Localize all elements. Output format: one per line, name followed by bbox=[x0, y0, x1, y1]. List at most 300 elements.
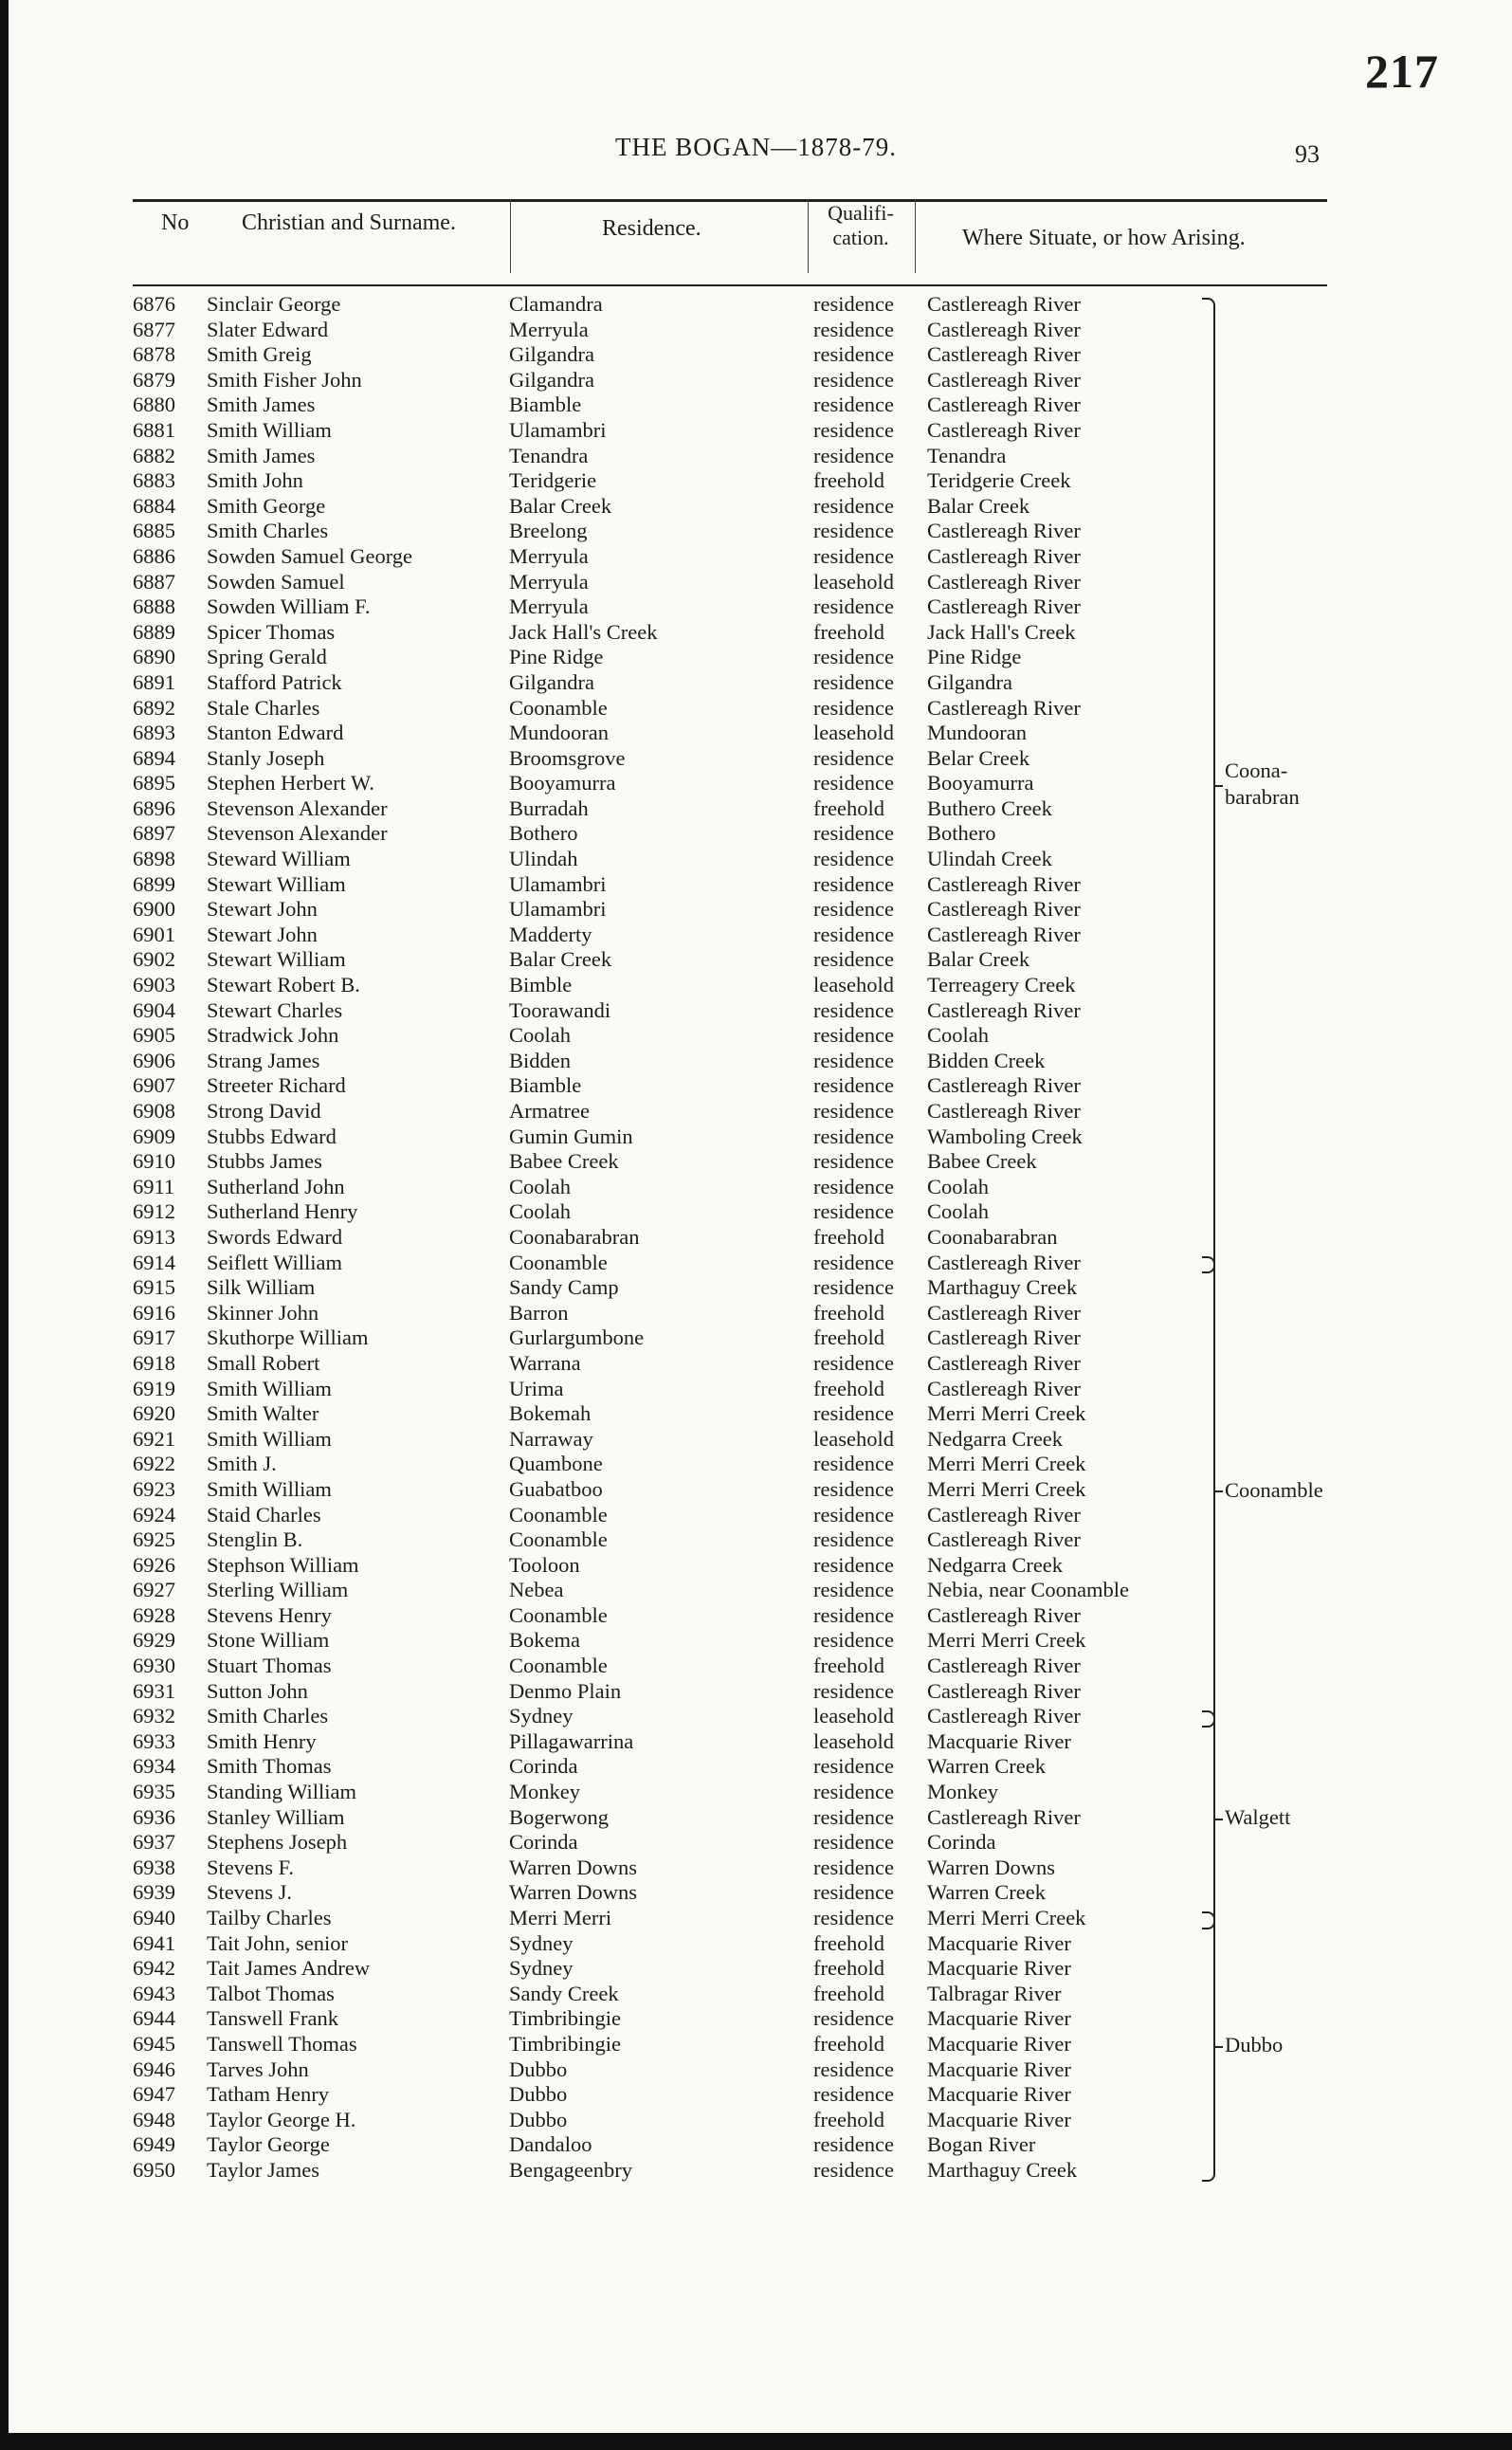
table-row bbox=[0, 2057, 1512, 2083]
qualification: leasehold bbox=[813, 1728, 894, 1753]
voter-name: Sutherland John bbox=[207, 1174, 345, 1198]
voter-name: Stradwick John bbox=[207, 1023, 339, 1048]
roll-number: 6946 bbox=[133, 2057, 175, 2081]
voter-name: Stephen Herbert W. bbox=[207, 771, 374, 795]
where-situate: Merri Merri Creek bbox=[927, 1401, 1086, 1426]
roll-number: 6937 bbox=[133, 1830, 175, 1855]
roll-number: 6934 bbox=[133, 1754, 175, 1779]
folio-stamp-number: 217 bbox=[1365, 45, 1439, 98]
voter-name: Tait James Andrew bbox=[207, 1956, 371, 1981]
page-number: 93 bbox=[1295, 140, 1320, 168]
voter-name: Sowden Samuel George bbox=[207, 543, 413, 568]
table-row bbox=[0, 2108, 1512, 2133]
district-label-line1: Coona- bbox=[1225, 758, 1288, 782]
residence: Coonamble bbox=[509, 695, 608, 720]
where-situate: Marthaguy Creek bbox=[927, 2157, 1078, 2182]
roll-number: 6918 bbox=[133, 1350, 175, 1375]
roll-number: 6882 bbox=[133, 443, 175, 467]
voter-name: Taylor George H. bbox=[207, 2107, 356, 2131]
where-situate: Macquarie River bbox=[927, 1930, 1071, 1955]
qualification: freehold bbox=[813, 1300, 884, 1325]
roll-number: 6930 bbox=[133, 1654, 175, 1678]
where-situate: Coonabarabran bbox=[927, 1224, 1058, 1249]
where-situate: Castlereagh River bbox=[927, 1099, 1081, 1123]
table-row bbox=[0, 444, 1512, 469]
roll-number: 6909 bbox=[133, 1124, 175, 1148]
qualification: residence bbox=[813, 1678, 894, 1703]
residence: Pine Ridge bbox=[509, 645, 604, 669]
residence: Bimble bbox=[509, 973, 573, 997]
where-situate: Babee Creek bbox=[927, 1149, 1037, 1174]
roll-number: 6910 bbox=[133, 1149, 175, 1174]
table-row bbox=[0, 1578, 1512, 1603]
table-row bbox=[0, 1175, 1512, 1200]
qualification: residence bbox=[813, 695, 894, 720]
header-bottom-rule bbox=[133, 284, 1327, 286]
column-header-residence: Residence. bbox=[602, 216, 701, 241]
residence: Bokema bbox=[509, 1628, 580, 1653]
residence: Biamble bbox=[509, 1073, 582, 1098]
roll-number: 6901 bbox=[133, 922, 175, 946]
voter-name: Stewart Charles bbox=[207, 997, 343, 1022]
roll-number: 6929 bbox=[133, 1628, 175, 1653]
voter-name: Skuthorpe William bbox=[207, 1326, 369, 1350]
roll-number: 6931 bbox=[133, 1678, 175, 1703]
residence: Dandaloo bbox=[509, 2132, 592, 2157]
qualification: residence bbox=[813, 1552, 894, 1577]
where-situate: Macquarie River bbox=[927, 2082, 1071, 2107]
voter-name: Spicer Thomas bbox=[207, 619, 336, 644]
qualification: residence bbox=[813, 367, 894, 392]
table-row bbox=[0, 1503, 1512, 1528]
table-row bbox=[0, 620, 1512, 646]
voter-name: Tatham Henry bbox=[207, 2082, 330, 2107]
roll-number: 6925 bbox=[133, 1527, 175, 1552]
voter-name: Swords Edward bbox=[207, 1224, 343, 1249]
voter-name: Stephson William bbox=[207, 1552, 359, 1577]
voter-name: Smith William bbox=[207, 1476, 332, 1501]
qualification: residence bbox=[813, 1804, 894, 1829]
where-situate: Nedgarra Creek bbox=[927, 1552, 1064, 1577]
where-situate: Castlereagh River bbox=[927, 1654, 1081, 1678]
where-situate: Balar Creek bbox=[927, 493, 1030, 518]
where-situate: Castlereagh River bbox=[927, 543, 1081, 568]
table-row bbox=[0, 923, 1512, 948]
where-situate: Castlereagh River bbox=[927, 922, 1081, 946]
residence: Coolah bbox=[509, 1023, 571, 1048]
residence: Armatree bbox=[509, 1099, 590, 1123]
residence: Barron bbox=[509, 1300, 569, 1325]
where-situate: Nedgarra Creek bbox=[927, 1426, 1064, 1451]
roll-number: 6936 bbox=[133, 1804, 175, 1829]
residence: Coolah bbox=[509, 1174, 571, 1198]
voter-name: Sinclair George bbox=[207, 292, 341, 316]
qualification: residence bbox=[813, 821, 894, 846]
table-row bbox=[0, 872, 1512, 898]
qualification: residence bbox=[813, 1628, 894, 1653]
where-situate: Macquarie River bbox=[927, 2031, 1071, 2056]
district-label bbox=[1225, 1804, 1290, 1831]
where-situate: Macquarie River bbox=[927, 2006, 1071, 2031]
table-row bbox=[0, 670, 1512, 696]
qualification: residence bbox=[813, 1906, 894, 1929]
table-row bbox=[0, 2132, 1512, 2158]
roll-number: 6933 bbox=[133, 1728, 175, 1753]
qualification: residence bbox=[813, 1754, 894, 1779]
table-row bbox=[0, 292, 1512, 318]
roll-number: 6945 bbox=[133, 2031, 175, 2056]
qualification: freehold bbox=[813, 1981, 884, 2005]
district-label-line2: barabran bbox=[1225, 784, 1300, 809]
residence: Babee Creek bbox=[509, 1149, 619, 1174]
qualification: leasehold bbox=[813, 721, 894, 745]
roll-number: 6928 bbox=[133, 1602, 175, 1627]
residence: Balar Creek bbox=[509, 947, 612, 972]
roll-number: 6935 bbox=[133, 1780, 175, 1804]
residence: Tenandra bbox=[509, 443, 589, 467]
voter-name: Smith Fisher John bbox=[207, 367, 362, 392]
district-label bbox=[1225, 2032, 1283, 2058]
voter-name: Stanly Joseph bbox=[207, 745, 325, 770]
roll-number: 6883 bbox=[133, 468, 175, 493]
district-label bbox=[1225, 1477, 1323, 1504]
where-situate: Mundooran bbox=[927, 721, 1027, 745]
where-situate: Castlereagh River bbox=[927, 1527, 1081, 1552]
voter-name: Stuart Thomas bbox=[207, 1654, 332, 1678]
residence: Narraway bbox=[509, 1426, 593, 1451]
table-row bbox=[0, 393, 1512, 418]
district-label-line1: Dubbo bbox=[1225, 2032, 1284, 2057]
table-row bbox=[0, 1326, 1512, 1351]
table-row bbox=[0, 2082, 1512, 2108]
qualification: residence bbox=[813, 1275, 894, 1300]
qualification: residence bbox=[813, 1855, 894, 1879]
residence: Jack Hall's Creek bbox=[509, 619, 658, 644]
qualification: residence bbox=[813, 1124, 894, 1148]
qualification: freehold bbox=[813, 619, 884, 644]
roll-number: 6903 bbox=[133, 973, 175, 997]
voter-name: Stubbs James bbox=[207, 1149, 322, 1174]
qualification: residence bbox=[813, 342, 894, 367]
residence: Sydney bbox=[509, 1704, 574, 1728]
column-header-where: Where Situate, or how Arising. bbox=[962, 226, 1246, 250]
qualification: residence bbox=[813, 669, 894, 694]
residence: Ulindah bbox=[509, 847, 578, 871]
where-situate: Merri Merri Creek bbox=[927, 1452, 1086, 1476]
page-title: THE BOGAN—1878-79. bbox=[615, 133, 897, 161]
where-situate: Coolah bbox=[927, 1023, 989, 1048]
residence: Bidden bbox=[509, 1048, 571, 1072]
roll-number: 6880 bbox=[133, 393, 175, 417]
roll-number: 6943 bbox=[133, 1981, 175, 2005]
where-situate: Castlereagh River bbox=[927, 342, 1081, 367]
table-row bbox=[0, 721, 1512, 746]
roll-number: 6944 bbox=[133, 2006, 175, 2031]
district-label-line1: Coonamble bbox=[1225, 1477, 1323, 1502]
residence: Sydney bbox=[509, 1930, 574, 1955]
roll-number: 6885 bbox=[133, 519, 175, 543]
where-situate: Castlereagh River bbox=[927, 292, 1081, 316]
voter-name: Stevens J. bbox=[207, 1880, 292, 1905]
voter-name: Sterling William bbox=[207, 1578, 349, 1602]
qualification: residence bbox=[813, 897, 894, 922]
table-row bbox=[0, 821, 1512, 847]
table-row bbox=[0, 1956, 1512, 1982]
qualification: leasehold bbox=[813, 1426, 894, 1451]
qualification: freehold bbox=[813, 1956, 884, 1981]
roll-number: 6877 bbox=[133, 317, 175, 341]
voter-name: Taylor George bbox=[207, 2132, 330, 2157]
qualification: freehold bbox=[813, 1654, 884, 1678]
roll-number: 6919 bbox=[133, 1376, 175, 1400]
table-row bbox=[0, 1754, 1512, 1780]
table-row bbox=[0, 1553, 1512, 1579]
residence: Coonamble bbox=[509, 1602, 608, 1627]
qualification: freehold bbox=[813, 468, 884, 493]
table-row bbox=[0, 1275, 1512, 1301]
residence: Denmo Plain bbox=[509, 1678, 622, 1703]
residence: Coonamble bbox=[509, 1527, 608, 1552]
qualification: residence bbox=[813, 493, 894, 518]
residence: Monkey bbox=[509, 1780, 580, 1804]
table-row bbox=[0, 947, 1512, 973]
voter-name: Smith William bbox=[207, 1426, 332, 1451]
qualification: residence bbox=[813, 1452, 894, 1476]
scan-bottom-border bbox=[0, 2433, 1512, 2450]
table-row bbox=[0, 847, 1512, 872]
qualification: residence bbox=[813, 543, 894, 568]
table-row bbox=[0, 594, 1512, 620]
residence: Timbribingie bbox=[509, 2006, 621, 2031]
table-row bbox=[0, 468, 1512, 494]
column-header-qualification-line2: cation. bbox=[832, 226, 889, 249]
residence: Merryula bbox=[509, 594, 589, 619]
voter-name: Streeter Richard bbox=[207, 1073, 346, 1098]
where-situate: Talbragar River bbox=[927, 1981, 1062, 2005]
voter-name: Tanswell Frank bbox=[207, 2006, 339, 2031]
where-situate: Balar Creek bbox=[927, 947, 1030, 972]
district-label-line1: Walgett bbox=[1225, 1805, 1291, 1830]
table-row bbox=[0, 2158, 1512, 2184]
table-row bbox=[0, 1527, 1512, 1553]
voter-name: Sutherland Henry bbox=[207, 1199, 358, 1224]
where-situate: Castlereagh River bbox=[927, 1704, 1081, 1728]
table-row bbox=[0, 1301, 1512, 1326]
voter-name: Smith J. bbox=[207, 1452, 277, 1476]
roll-number: 6916 bbox=[133, 1300, 175, 1325]
where-situate: Tenandra bbox=[927, 443, 1007, 467]
residence: Sandy Creek bbox=[509, 1981, 619, 2005]
where-situate: Castlereagh River bbox=[927, 519, 1081, 543]
voter-name: Stenglin B. bbox=[207, 1527, 303, 1552]
roll-number: 6923 bbox=[133, 1476, 175, 1501]
qualification: residence bbox=[813, 922, 894, 946]
table-row bbox=[0, 1780, 1512, 1805]
district-label bbox=[1225, 758, 1300, 811]
residence: Breelong bbox=[509, 519, 588, 543]
roll-number: 6881 bbox=[133, 417, 175, 442]
roll-number: 6938 bbox=[133, 1855, 175, 1879]
where-situate: Castlereagh River bbox=[927, 1502, 1081, 1527]
voter-name: Smith George bbox=[207, 493, 326, 518]
qualification: residence bbox=[813, 1048, 894, 1072]
where-situate: Castlereagh River bbox=[927, 695, 1081, 720]
voter-name: Stevenson Alexander bbox=[207, 795, 388, 820]
residence: Toorawandi bbox=[509, 997, 611, 1022]
table-row bbox=[0, 1906, 1512, 1931]
roll-number: 6906 bbox=[133, 1048, 175, 1072]
residence: Corinda bbox=[509, 1754, 578, 1779]
roll-number: 6876 bbox=[133, 292, 175, 316]
voter-name: Stafford Patrick bbox=[207, 669, 342, 694]
where-situate: Macquarie River bbox=[927, 1728, 1071, 1753]
where-situate: Castlereagh River bbox=[927, 367, 1081, 392]
where-situate: Bidden Creek bbox=[927, 1048, 1046, 1072]
table-row bbox=[0, 1880, 1512, 1906]
voter-name: Smith Henry bbox=[207, 1728, 317, 1753]
voter-name: Steward William bbox=[207, 847, 351, 871]
residence: Teridgerie bbox=[509, 468, 597, 493]
voter-name: Stephens Joseph bbox=[207, 1830, 348, 1855]
residence: Merryula bbox=[509, 317, 589, 341]
voter-name: Standing William bbox=[207, 1780, 357, 1804]
qualification: residence bbox=[813, 1780, 894, 1804]
voter-name: Tait John, senior bbox=[207, 1930, 349, 1955]
residence: Dubbo bbox=[509, 2057, 568, 2081]
voter-name: Stewart John bbox=[207, 922, 318, 946]
roll-number: 6939 bbox=[133, 1880, 175, 1905]
table-row bbox=[0, 1452, 1512, 1477]
voter-name: Taylor James bbox=[207, 2157, 320, 2182]
voter-name: Sowden William F. bbox=[207, 594, 371, 619]
where-situate: Castlereagh River bbox=[927, 1073, 1081, 1098]
residence: Gilgandra bbox=[509, 669, 594, 694]
voter-name: Smith James bbox=[207, 443, 316, 467]
district-bracket bbox=[1202, 1911, 1215, 2182]
residence: Booyamurra bbox=[509, 771, 616, 795]
residence: Warrana bbox=[509, 1350, 581, 1375]
residence: Warren Downs bbox=[509, 1880, 638, 1905]
qualification: residence bbox=[813, 645, 894, 669]
table-row bbox=[0, 544, 1512, 570]
voter-name: Smith John bbox=[207, 468, 303, 493]
residence: Biamble bbox=[509, 393, 582, 417]
table-row bbox=[0, 1729, 1512, 1755]
qualification: residence bbox=[813, 1476, 894, 1501]
voter-name: Stale Charles bbox=[207, 695, 320, 720]
qualification: residence bbox=[813, 2006, 894, 2031]
residence: Coonamble bbox=[509, 1502, 608, 1527]
roll-number: 6896 bbox=[133, 795, 175, 820]
roll-number: 6886 bbox=[133, 543, 175, 568]
where-situate: Merri Merri Creek bbox=[927, 1906, 1086, 1929]
table-row bbox=[0, 1225, 1512, 1251]
where-situate: Nebia, near Coonamble bbox=[927, 1578, 1130, 1602]
residence: Bogerwong bbox=[509, 1804, 609, 1829]
where-situate: Ulindah Creek bbox=[927, 847, 1052, 871]
voter-name: Smith Thomas bbox=[207, 1754, 332, 1779]
voter-name: Talbot Thomas bbox=[207, 1981, 335, 2005]
where-situate: Monkey bbox=[927, 1780, 998, 1804]
residence: Gumin Gumin bbox=[509, 1124, 633, 1148]
residence: Clamandra bbox=[509, 292, 603, 316]
where-situate: Castlereagh River bbox=[927, 1250, 1081, 1274]
roll-number: 6890 bbox=[133, 645, 175, 669]
column-separator bbox=[915, 199, 916, 273]
roll-number: 6898 bbox=[133, 847, 175, 871]
where-situate: Terreagery Creek bbox=[927, 973, 1076, 997]
residence: Gurlargumbone bbox=[509, 1326, 645, 1350]
where-situate: Belar Creek bbox=[927, 745, 1030, 770]
table-row bbox=[0, 696, 1512, 722]
qualification: residence bbox=[813, 1602, 894, 1627]
roll-number: 6927 bbox=[133, 1578, 175, 1602]
where-situate: Warren Downs bbox=[927, 1855, 1056, 1879]
residence: Gilgandra bbox=[509, 367, 594, 392]
column-header-qualification bbox=[823, 201, 899, 250]
residence: Coonamble bbox=[509, 1250, 608, 1274]
residence: Bengageenbry bbox=[509, 2157, 632, 2182]
residence: Balar Creek bbox=[509, 493, 612, 518]
roll-number: 6924 bbox=[133, 1502, 175, 1527]
qualification: freehold bbox=[813, 1326, 884, 1350]
column-header-qualification-line1: Qualifi- bbox=[828, 201, 894, 225]
roll-number: 6887 bbox=[133, 569, 175, 594]
table-row bbox=[0, 1830, 1512, 1856]
roll-number: 6914 bbox=[133, 1250, 175, 1274]
residence: Guabatboo bbox=[509, 1476, 603, 1501]
where-situate: Corinda bbox=[927, 1830, 996, 1855]
table-row bbox=[0, 1199, 1512, 1225]
roll-number: 6907 bbox=[133, 1073, 175, 1098]
table-row bbox=[0, 1023, 1512, 1049]
roll-number: 6949 bbox=[133, 2132, 175, 2157]
table-row bbox=[0, 2032, 1512, 2057]
residence: Coolah bbox=[509, 1199, 571, 1224]
residence: Sydney bbox=[509, 1956, 574, 1981]
column-separator bbox=[808, 199, 809, 273]
roll-number: 6920 bbox=[133, 1401, 175, 1426]
table-row bbox=[0, 1124, 1512, 1150]
qualification: residence bbox=[813, 1199, 894, 1224]
residence: Sandy Camp bbox=[509, 1275, 619, 1300]
voter-name: Stewart William bbox=[207, 947, 346, 972]
where-situate: Castlereagh River bbox=[927, 594, 1081, 619]
roll-number: 6911 bbox=[133, 1174, 175, 1198]
voter-name: Tarves John bbox=[207, 2057, 309, 2081]
residence: Bokemah bbox=[509, 1401, 592, 1426]
voter-name: Smith Charles bbox=[207, 519, 329, 543]
roll-number: 6897 bbox=[133, 821, 175, 846]
roll-number: 6912 bbox=[133, 1199, 175, 1224]
where-situate: Castlereagh River bbox=[927, 1350, 1081, 1375]
qualification: residence bbox=[813, 771, 894, 795]
residence: Mundooran bbox=[509, 721, 609, 745]
roll-number: 6892 bbox=[133, 695, 175, 720]
header-top-rule bbox=[133, 199, 1327, 202]
roll-number: 6889 bbox=[133, 619, 175, 644]
roll-number: 6908 bbox=[133, 1099, 175, 1123]
table-row bbox=[0, 1073, 1512, 1099]
residence: Gilgandra bbox=[509, 342, 594, 367]
qualification: residence bbox=[813, 1174, 894, 1198]
residence: Ulamambri bbox=[509, 897, 607, 922]
qualification: residence bbox=[813, 393, 894, 417]
table-row bbox=[0, 342, 1512, 368]
residence: Warren Downs bbox=[509, 1855, 638, 1879]
roll-number: 6888 bbox=[133, 594, 175, 619]
district-bracket bbox=[1202, 1710, 1215, 1929]
